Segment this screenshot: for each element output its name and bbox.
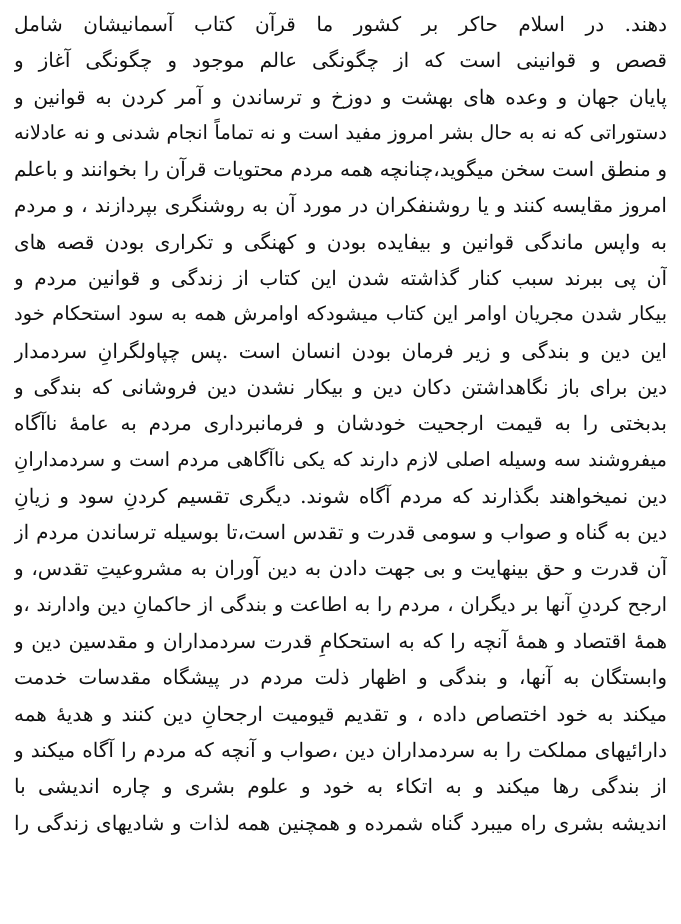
text-line-23: اندیشه بشری راه میبرد گناه شمرده و همچنین همه لذات و شادیهای زندگی را <box>14 810 667 835</box>
text-line-22: از بندگی رها میکند و به اتکاء به خود و علوم بشری و چاره اندیشی با <box>14 774 667 799</box>
text-line-16: آن قدرت و حق بینهایت و بی جهت دادن به دین آوران به مشروعیتِ تقدس، و <box>14 556 667 581</box>
body-text <box>14 6 667 841</box>
text-line-2: قصص و قوانینی است که از چگونگی عالم موجود و چگونگی آغاز و <box>14 48 667 73</box>
text-line-15: دین به گناه و صواب و سومی قدرت و تقدس است،تا بوسیله ترساندن مردم از <box>14 520 667 545</box>
text-line-6: امروز مقایسه کنند و یا روشنفکران در مورد آن به روشنگری بپردازند ، و مردم <box>14 193 667 218</box>
text-line-21: دارائیهای مملکت را به سردمداران دین ،صواب و آنچه که مردم را آگاه میکند و <box>14 737 667 762</box>
text-line-1: دهند. در اسلام حاکر بر کشور ما قرآن کتاب آسمانیشان شامل <box>14 12 667 36</box>
text-line-17: ارجح کردنِ آنها بر دیگران ، مردم را به اطاعت و بندگی از حاکمانِ دین وادارند ،و <box>14 592 667 616</box>
text-line-5: و منطق است سخن میگوید،چنانچه همه مردم محتویات قرآن را بخوانند و باعلم <box>14 157 667 182</box>
text-line-4: دستوراتی که نه به حال بشر امروز مفید است و نه تماماً انجام شدنی و نه عادلانه <box>14 120 667 144</box>
text-line-14: دین نمیخواهند بگذارند که مردم آگاه شوند. دیگری تقسیم کردنِ سود و زیانِ <box>14 483 667 508</box>
text-line-10: این دین و بندگی و زیر فرمان بودن انسان است .پس چپاولگرانِ سردمدار <box>14 338 667 363</box>
text-line-8: آن پی ببرند سبب کنار گذاشته شدن این کتاب از زندگی و قوانین مردم و <box>14 266 667 291</box>
text-line-7: به واپس ماندگی قوانین و بیفایده بودن و کهنگی و تکراری بودن قصه های <box>14 229 667 254</box>
text-line-11: دین برای باز نگاهداشتن دکان دین و بیکار نشدن دین فروشانی که بندگی و <box>14 374 667 399</box>
text-line-3: پایان جهان و وعده های بهشت و دوزخ و ترساندن و آمر کردن به قوانین و <box>14 84 667 109</box>
text-line-12: بدبختی را به قیمت ارجحیت خودشان و فرمانبرداری مردم به عامهٔ ناآگاه <box>14 411 667 436</box>
text-line-9: بیکار شدن مجریان اوامر این کتاب میشودکه اوامرش همه به سود استحکام خود <box>14 302 667 326</box>
text-line-18: همهٔ اقتصاد و همهٔ آنچه را که به استحکامِ قدرت سردمداران و مقدسین دین و <box>14 629 667 654</box>
text-line-19: وابستگان به آنها، و بندگی و اظهار ذلت مردم در پیشگاه مقدسات خدمت <box>14 665 667 690</box>
text-line-20: میکند به خود اختصاص داده ، و تقدیم قیومیت ارجحانِ دین کنند و هدیهٔ همه <box>14 701 667 726</box>
text-line-13: میفروشند سه وسیله اصلی لازم دارند که یکی ناآگاهی مردم است و سردمدارانِ <box>14 447 667 471</box>
